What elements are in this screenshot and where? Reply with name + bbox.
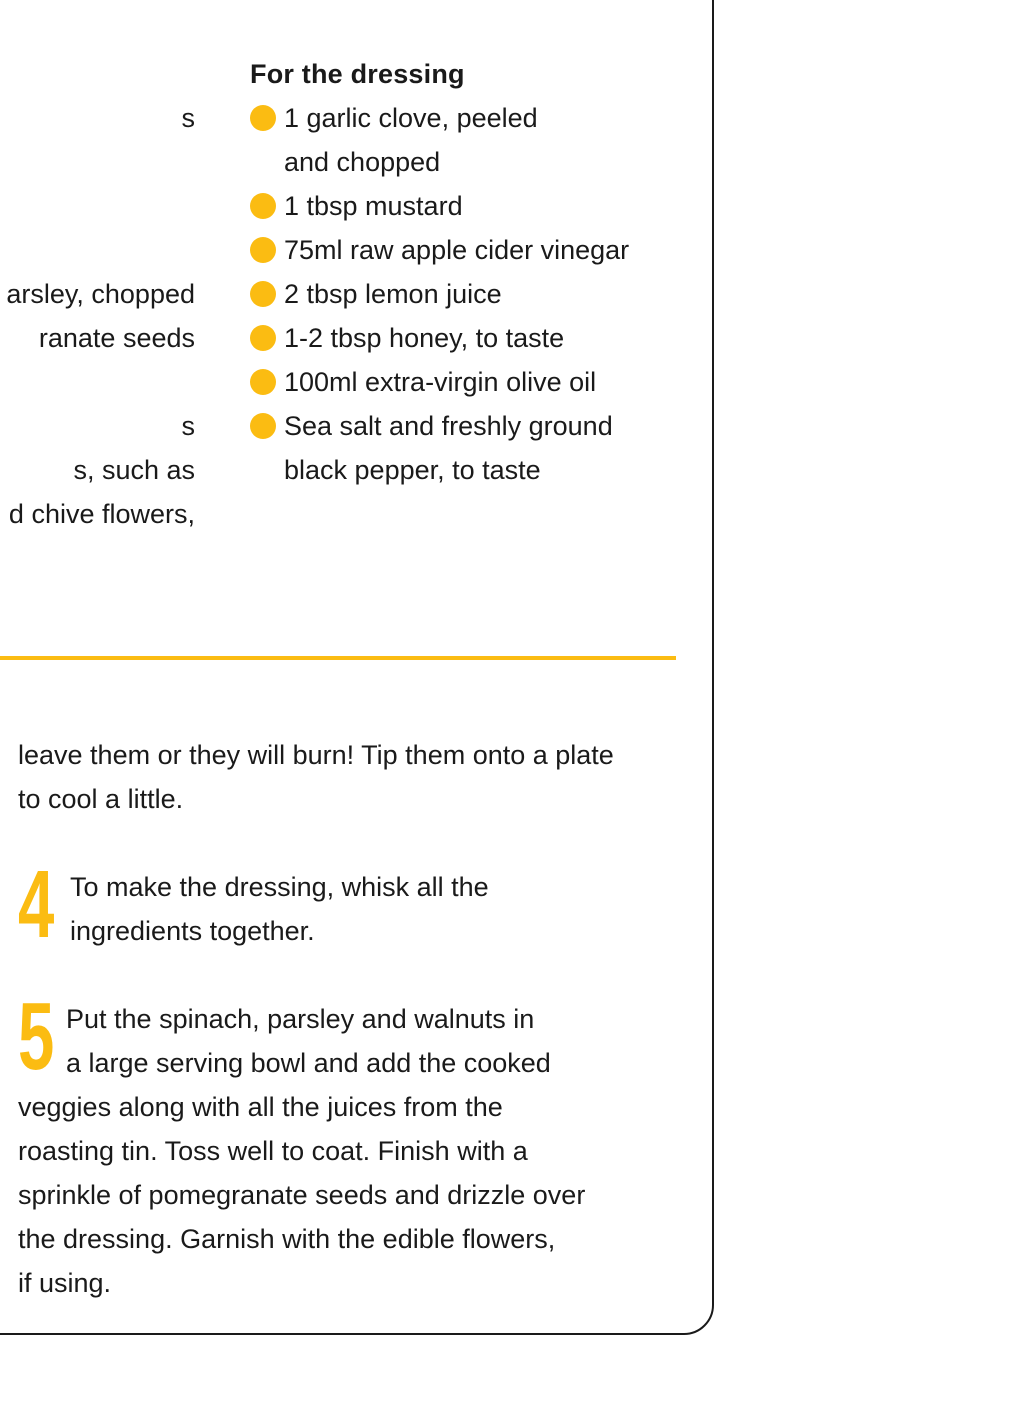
method-step-5: [18, 983, 688, 1305]
method-line: if using.: [18, 1268, 112, 1298]
list-item: [250, 404, 680, 492]
ingredient-line: [0, 184, 195, 228]
item-text: and chopped: [284, 147, 441, 177]
list-item: [250, 360, 680, 404]
item-text: 1-2 tbsp honey, to taste: [284, 323, 565, 353]
list-item: [250, 272, 680, 316]
method-line: to cool a little.: [18, 784, 184, 814]
section-divider: [0, 656, 676, 660]
ingredient-line: d chive flowers,: [8, 499, 195, 529]
bullet-dot-icon: [250, 369, 276, 395]
list-item: [250, 316, 680, 360]
dressing-ingredient-list: [250, 96, 680, 492]
method-line: roasting tin. Toss well to coat. Finish with a: [18, 1136, 528, 1166]
ingredient-line: s, such as: [73, 455, 195, 485]
ingredient-line: [0, 228, 195, 272]
method-line: To make the dressing, whisk all the: [70, 872, 489, 902]
bullet-dot-icon: [250, 105, 276, 131]
list-item: [250, 228, 680, 272]
bullet-dot-icon: [250, 413, 276, 439]
ingredient-line: s: [181, 411, 195, 441]
ingredient-line: [0, 140, 195, 184]
method-line: sprinkle of pomegranate seeds and drizzle over: [18, 1180, 586, 1210]
item-text: 1 tbsp mustard: [284, 191, 463, 221]
ingredient-line: s: [181, 103, 195, 133]
item-text: 75ml raw apple cider vinegar: [284, 235, 630, 265]
method-step-4: [18, 851, 688, 958]
list-item: [250, 184, 680, 228]
item-text: 1 garlic clove, peeled: [284, 103, 538, 133]
ingredients-column-cropped: [0, 96, 195, 536]
method-line: Put the spinach, parsley and walnuts in: [66, 1004, 535, 1034]
bullet-dot-icon: [250, 281, 276, 307]
step-number: 4: [18, 851, 55, 958]
item-text: Sea salt and freshly ground: [284, 411, 613, 441]
ingredient-line: ranate seeds: [38, 323, 195, 353]
ingredient-line: arsley, chopped: [6, 279, 195, 309]
bullet-dot-icon: [250, 193, 276, 219]
method-line: a large serving bowl and add the cooked: [66, 1048, 551, 1078]
method-line: veggies along with all the juices from the: [18, 1092, 503, 1122]
list-item: [250, 96, 680, 184]
method-line: leave them or they will burn! Tip them onto a plate: [18, 740, 614, 770]
item-text: black pepper, to taste: [284, 455, 541, 485]
item-text: 100ml extra-virgin olive oil: [284, 367, 597, 397]
method-line: the dressing. Garnish with the edible flowers,: [18, 1224, 556, 1254]
bullet-dot-icon: [250, 325, 276, 351]
method-step-3-continuation: [18, 733, 688, 821]
step-number: 5: [18, 983, 55, 1090]
dressing-heading: For the dressing: [250, 59, 465, 89]
method-line: ingredients together.: [70, 916, 315, 946]
bullet-dot-icon: [250, 237, 276, 263]
item-text: 2 tbsp lemon juice: [284, 279, 502, 309]
ingredient-line: [0, 360, 195, 404]
